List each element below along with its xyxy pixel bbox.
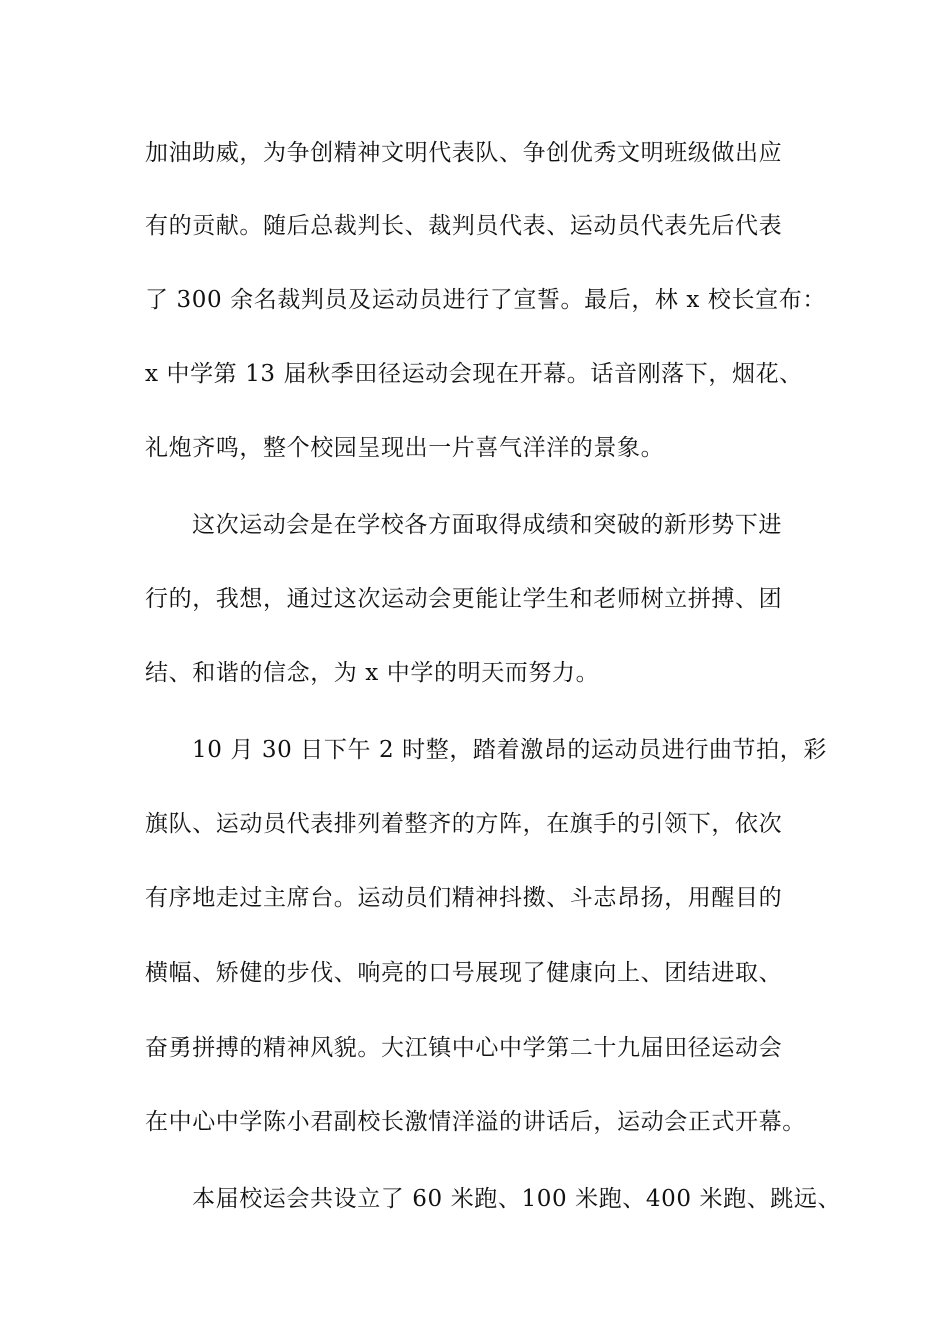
paragraph-first-line: 10 月 30 日下午 2 时整，踏着激昂的运动员进行曲节拍，彩 (192, 737, 827, 763)
text-line: x 中学第 13 届秋季田径运动会现在开幕。话音刚落下，烟花、 (145, 361, 803, 387)
text-line: 结、和谐的信念，为 x 中学的明天而努力。 (145, 660, 600, 686)
text-line: 有的贡献。随后总裁判长、裁判员代表、运动员代表先后代表 (145, 213, 783, 239)
text-line: 了 300 余名裁判员及运动员进行了宣誓。最后，林 x 校长宣布： (145, 287, 826, 313)
text-line: 奋勇拼搏的精神风貌。大江镇中心中学第二十九届田径运动会 (145, 1035, 783, 1061)
paragraph-first-line: 本届校运会共设立了 60 米跑、100 米跑、400 米跑、跳远、 (192, 1186, 842, 1212)
text-line: 礼炮齐鸣，整个校园呈现出一片喜气洋洋的景象。 (145, 435, 665, 461)
text-line: 加油助威，为争创精神文明代表队、争创优秀文明班级做出应 (145, 140, 783, 166)
text-line: 行的，我想，通过这次运动会更能让学生和老师树立拼搏、团 (145, 586, 783, 612)
text-line: 横幅、矫健的步伐、响亮的口号展现了健康向上、团结进取、 (145, 960, 783, 986)
paragraph-first-line: 这次运动会是在学校各方面取得成绩和突破的新形势下进 (192, 512, 782, 538)
text-line: 在中心中学陈小君副校长激情洋溢的讲话后，运动会正式开幕。 (145, 1109, 806, 1135)
text-line: 有序地走过主席台。运动员们精神抖擞、斗志昂扬，用醒目的 (145, 885, 783, 911)
text-line: 旗队、运动员代表排列着整齐的方阵，在旗手的引领下，依次 (145, 811, 783, 837)
